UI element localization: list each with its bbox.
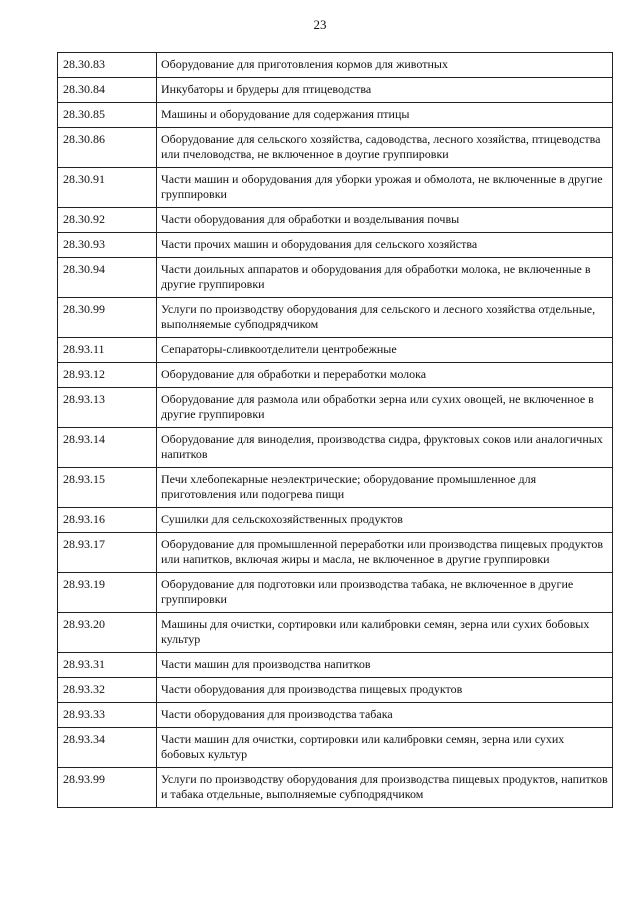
code-cell: 28.93.33 <box>58 703 157 728</box>
description-cell: Части машин для производства напитков <box>157 653 613 678</box>
code-cell: 28.93.32 <box>58 678 157 703</box>
table-row <box>58 653 613 678</box>
code-cell: 28.93.31 <box>58 653 157 678</box>
table-row <box>58 78 613 103</box>
code-cell: 28.30.85 <box>58 103 157 128</box>
description-cell: Оборудование для сельского хозяйства, садоводства, лесного хозяйства, птицеводства или пчеловодства, не включенное в доугие группировки <box>157 128 613 168</box>
code-cell: 28.30.91 <box>58 168 157 208</box>
code-cell: 28.93.13 <box>58 388 157 428</box>
code-cell: 28.30.92 <box>58 208 157 233</box>
table-row <box>58 298 613 338</box>
description-cell: Оборудование для подготовки или производства табака, не включенное в другие группировки <box>157 573 613 613</box>
description-cell: Услуги по производству оборудования для сельского и лесного хозяйства отдельные, выполняемые субподрядчиком <box>157 298 613 338</box>
description-cell: Печи хлебопекарные неэлектрические; оборудование промышленное для приготовления или подогрева пищи <box>157 468 613 508</box>
table-row <box>58 388 613 428</box>
table-row <box>58 208 613 233</box>
table-row <box>58 233 613 258</box>
code-cell: 28.93.34 <box>58 728 157 768</box>
description-cell: Оборудование для размола или обработки зерна или сухих овощей, не включенное в другие группировки <box>157 388 613 428</box>
description-cell: Части оборудования для производства пищевых продуктов <box>157 678 613 703</box>
table-row <box>58 468 613 508</box>
description-cell: Части машин для очистки, сортировки или калибровки семян, зерна или сухих бобовых культур <box>157 728 613 768</box>
table-row <box>58 728 613 768</box>
code-cell: 28.30.86 <box>58 128 157 168</box>
table-row <box>58 613 613 653</box>
code-cell: 28.30.83 <box>58 53 157 78</box>
description-cell: Оборудование для приготовления кормов для животных <box>157 53 613 78</box>
table-row <box>58 338 613 363</box>
code-cell: 28.93.17 <box>58 533 157 573</box>
code-cell: 28.93.20 <box>58 613 157 653</box>
table-row <box>58 363 613 388</box>
table-row <box>58 103 613 128</box>
table-row <box>58 258 613 298</box>
code-cell: 28.93.15 <box>58 468 157 508</box>
description-cell: Части оборудования для обработки и возделывания почвы <box>157 208 613 233</box>
description-cell: Сушилки для сельскохозяйственных продуктов <box>157 508 613 533</box>
description-cell: Части оборудования для производства табака <box>157 703 613 728</box>
code-cell: 28.93.12 <box>58 363 157 388</box>
table-row <box>58 128 613 168</box>
description-cell: Услуги по производству оборудования для производства пищевых продуктов, напитков и табака отдельные, выполняемые субподрядчиком <box>157 768 613 808</box>
code-cell: 28.30.93 <box>58 233 157 258</box>
code-cell: 28.93.16 <box>58 508 157 533</box>
description-cell: Оборудование для виноделия, производства сидра, фруктовых соков или аналогичных напитков <box>157 428 613 468</box>
code-cell: 28.30.99 <box>58 298 157 338</box>
table-row <box>58 703 613 728</box>
table-row <box>58 678 613 703</box>
table-row <box>58 428 613 468</box>
description-cell: Части доильных аппаратов и оборудования для обработки молока, не включенные в другие группировки <box>157 258 613 298</box>
description-cell: Оборудование для промышленной переработки или производства пищевых продуктов или напитков, включая жиры и масла, не включенное в другие группировки <box>157 533 613 573</box>
code-cell: 28.93.11 <box>58 338 157 363</box>
description-cell: Части прочих машин и оборудования для сельского хозяйства <box>157 233 613 258</box>
description-cell: Оборудование для обработки и переработки молока <box>157 363 613 388</box>
code-cell: 28.93.14 <box>58 428 157 468</box>
table-row <box>58 168 613 208</box>
description-cell: Инкубаторы и брудеры для птицеводства <box>157 78 613 103</box>
classification-table <box>57 52 613 808</box>
description-cell: Машины для очистки, сортировки или калибровки семян, зерна или сухих бобовых культур <box>157 613 613 653</box>
table-row <box>58 533 613 573</box>
table-row <box>58 768 613 808</box>
table-row <box>58 573 613 613</box>
code-cell: 28.30.94 <box>58 258 157 298</box>
table-row <box>58 53 613 78</box>
code-cell: 28.93.19 <box>58 573 157 613</box>
code-cell: 28.30.84 <box>58 78 157 103</box>
description-cell: Машины и оборудование для содержания птицы <box>157 103 613 128</box>
page-number: 23 <box>313 17 327 32</box>
code-cell: 28.93.99 <box>58 768 157 808</box>
table-row <box>58 508 613 533</box>
description-cell: Части машин и оборудования для уборки урожая и обмолота, не включенные в другие группировки <box>157 168 613 208</box>
description-cell: Сепараторы-сливкоотделители центробежные <box>157 338 613 363</box>
